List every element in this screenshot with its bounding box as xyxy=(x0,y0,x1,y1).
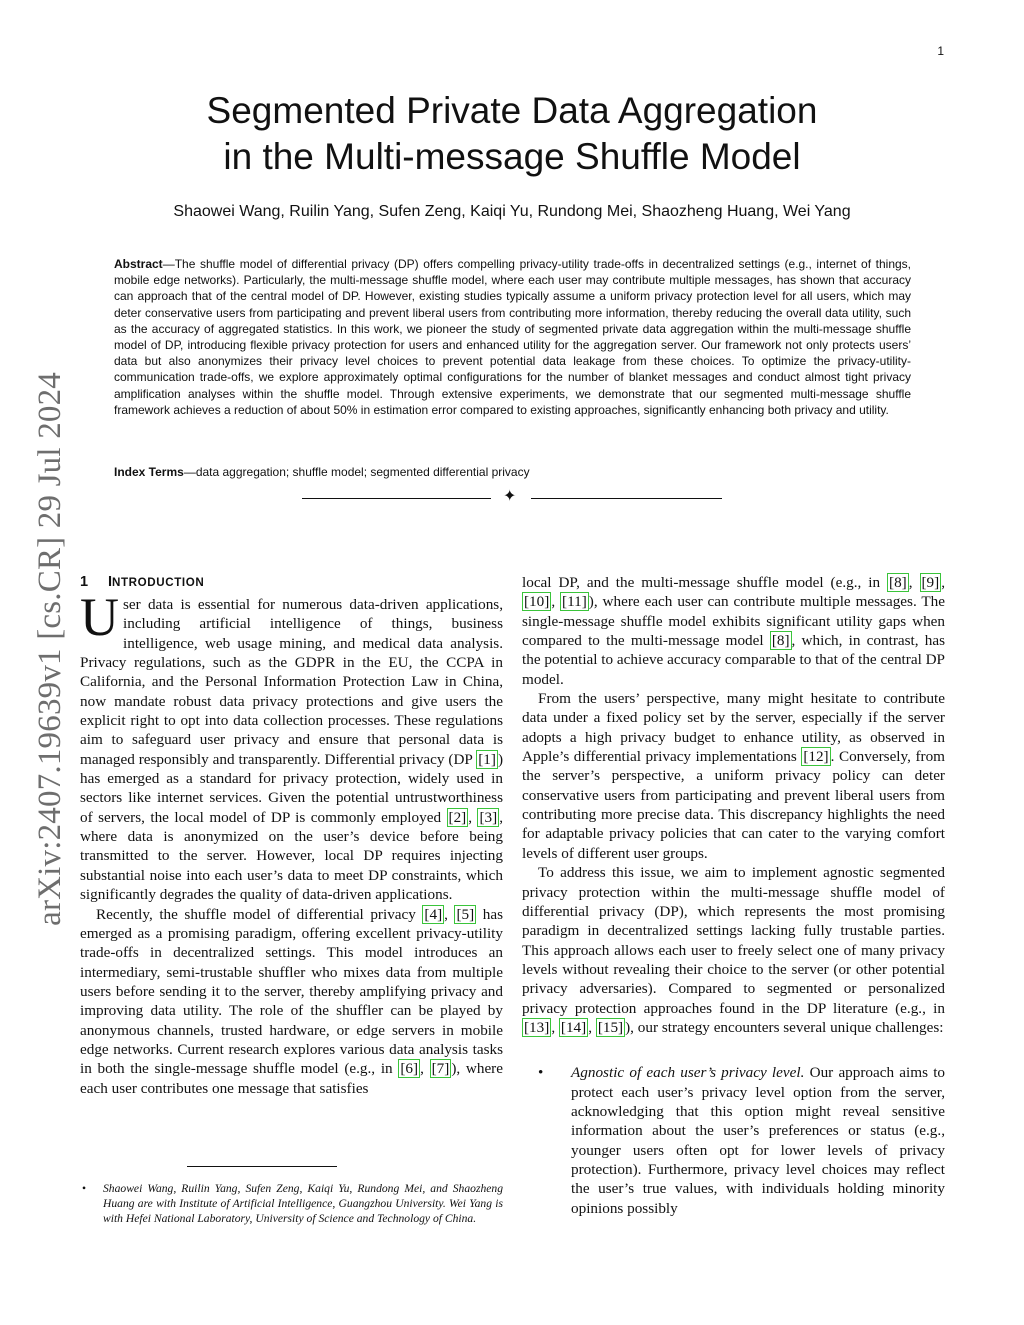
section-title-rest: NTRODUCTION xyxy=(112,576,205,589)
text-run: , xyxy=(941,574,946,591)
text-run: , xyxy=(468,808,478,826)
citation-link[interactable]: [2] xyxy=(448,808,467,826)
text-run: ), where each user contributes one message that satisfies xyxy=(80,1060,503,1097)
citation-link[interactable]: [1] xyxy=(478,750,496,768)
bullet-text: Our approach aims to protect each user’s privacy level option from the server, acknowledging that this option might reveal sensitive information about the user’s preferences or status (e.g., younger users often opt for lower levels of privacy protection). Furthermore, privacy level choices may reflect the user’s true values, with individuals holding minority opinions possibly xyxy=(571,1064,946,1217)
right-column xyxy=(522,573,945,1218)
title-line-1: Segmented Private Data Aggregation xyxy=(206,90,818,131)
title-line-2: in the Multi-message Shuffle Model xyxy=(223,136,801,177)
text-run: Recently, the shuffle model of differential privacy xyxy=(96,905,423,923)
index-terms-label: Index Terms xyxy=(114,465,184,479)
section-initial: I xyxy=(108,574,113,590)
citation-link[interactable]: [3] xyxy=(479,808,498,826)
citation-link[interactable]: [8] xyxy=(889,574,907,591)
paragraph xyxy=(522,573,945,689)
divider-line-left xyxy=(302,498,491,499)
text-run: , where data is anonymized on the user’s device before being transmitted to the server. However, local DP requires injecting substantial noise into each user’s data to meet DP constraints, which significantly degrades the quality of data-driven applications. xyxy=(80,808,503,904)
footnote-bullet-icon: • xyxy=(82,1182,87,1195)
author-list: Shaowei Wang, Ruilin Yang, Sufen Zeng, Kaiqi Yu, Rundong Mei, Shaozheng Huang, Wei Yang xyxy=(173,203,851,220)
section-number: 1 xyxy=(80,574,89,590)
left-column xyxy=(80,573,503,1098)
text-run: , xyxy=(908,574,920,591)
paragraph xyxy=(522,689,945,863)
index-terms-text: —data aggregation; shuffle model; segmented differential privacy xyxy=(183,465,530,479)
citation-link[interactable]: [9] xyxy=(921,574,940,591)
text-run: To address this issue, we aim to implement agnostic segmented privacy protection within the multi-message shuffle model of differential privacy (DP), which represents the most promising paradigm in decentralized settings lacking fully trustable parties. This approach allows each user to freely select one of many privacy levels without revealing their choice to the server (or other potential privacy adversaries). Compared to segmented or personalized privacy protection approaches found in the DP literature (e.g., in xyxy=(522,864,945,1017)
section-divider xyxy=(302,490,722,508)
abstract xyxy=(114,256,911,418)
text-run: , which, in contrast, has the potential to achieve accuracy comparable to that of the central DP model. xyxy=(522,632,945,688)
index-terms xyxy=(114,464,911,480)
citation-link[interactable]: [7] xyxy=(431,1060,450,1078)
text-run: ) has emerged as a standard for privacy protection, widely used in sectors like internet services. Given the potential untrustworthiness of servers, the local model of DP is commonly employed xyxy=(80,750,503,826)
paragraph xyxy=(522,863,945,1037)
text-run: , xyxy=(551,1018,559,1036)
paragraph xyxy=(80,905,503,1098)
citation-link[interactable]: [10] xyxy=(524,593,550,611)
text-run: , xyxy=(420,1060,430,1078)
citation-link[interactable]: [6] xyxy=(400,1060,419,1078)
page-number: 1 xyxy=(937,44,944,58)
abstract-text: —The shuffle model of differential privacy (DP) offers compelling privacy-utility trade-offs in decentralized settings (e.g., internet of things, mobile edge networks). Particularly, the multi-message shuffle model, where each user may contribute multiple messages, has shown that accuracy can approach that of the central model of DP. However, existing studies typically assume a uniform privacy protection level for all users, which may deter conservative users from participating and prevent liberal users from contributing more information, thereby reducing the overall data utility, such as the accuracy of aggregated statistics. In this work, we pioneer the study of segmented private data aggregation within the multi-message shuffle model of DP, introducing flexible privacy protection for users and enhanced utility for the aggregation server. Our framework not only protects users’ data but also anonymizes their privacy level choices to prevent potential data leakage from these choices. To optimize the privacy-utility-communication trade-offs, we explore approximately optimal configurations for the number of blanket messages and conduct almost tight privacy amplification analyses within the shuffle model. Through extensive experiments, we demonstrate that our segmented multi-message shuffle framework achieves a reduction of about 50% in estimation error compared to existing approaches, significantly enhancing both privacy and utility. xyxy=(114,257,911,417)
citation-link[interactable]: [14] xyxy=(560,1018,587,1036)
citation-link[interactable]: [15] xyxy=(597,1018,624,1036)
text-run: has emerged as a promising paradigm, offering excellent privacy-utility trade-offs in decentralized settings. This model introduces an intermediary, semi-trustable shuffler who mixes data from multiple users before sending it to the server, thereby amplifying privacy and improving data utility. The role of the shuffler can be played by anonymous channels, trusted hardware, or edge servers in mobile edge networks. Current research explores various data analysis tasks in both the single-message shuffle model (e.g., in xyxy=(80,905,503,1078)
list-item xyxy=(522,1063,945,1218)
text-run: . Conversely, from the server’s perspective, a uniform privacy policy can deter conservative users from participating and prevent liberal users from contributing more precise data. This discrepancy highlights the need for adaptable privacy policies that can cater to the varying comfort levels of different user groups. xyxy=(522,748,945,862)
divider-diamond-icon: ✦ xyxy=(503,488,517,505)
abstract-label: Abstract xyxy=(114,257,163,271)
text-run: ), our strategy encounters several unique challenges: xyxy=(625,1018,944,1036)
divider-line-right xyxy=(531,498,722,499)
text-run: ), where each user can contribute multiple messages. The single-message shuffle model exhibits significant utility gaps when compared to the multi-message model xyxy=(522,593,945,650)
text-run: , xyxy=(588,1018,596,1036)
citation-link[interactable]: [12] xyxy=(803,748,829,766)
footnote-text: Shaowei Wang, Ruilin Yang, Sufen Zeng, Kaiqi Yu, Rundong Mei, and Shaozheng Huang are with Institute of Artificial Intelligence, Guangzhou University. Wei Yang is with Hefei National Laboratory, University of Science and Technology of China. xyxy=(103,1182,503,1226)
paragraph xyxy=(80,587,503,905)
footnote xyxy=(80,1181,503,1227)
section-heading xyxy=(80,573,503,592)
text-run: ser data is essential for numerous data-driven applications, including artificial intelligence of things, business intelligence, web usage mining, and medical data analysis. Privacy regulations, such as the GDPR in the EU, the CCPA in California, and the Personal Information Protection Law in China, now mandate robust data privacy protections and give users the explicit right to opt into data collection processes. These regulations aim to safeguard user privacy and ensure that personal data is managed responsibly and transparently. Differential privacy (DP xyxy=(80,596,503,768)
bullet-title: Agnostic of each user’s privacy level. xyxy=(571,1064,805,1082)
text-run: , xyxy=(551,593,561,611)
drop-cap: U xyxy=(80,587,119,647)
text-run: From the users’ perspective, many might hesitate to contribute data under a fixed policy set by the server, especially if the server adopts a high privacy budget to enhance utility, as observed in Apple’s differential privacy implementations xyxy=(522,690,945,766)
citation-link[interactable]: [4] xyxy=(424,905,443,923)
paper-title xyxy=(100,88,924,180)
challenge-list xyxy=(522,1063,945,1218)
text-run: local DP, and the multi-message shuffle model (e.g., in xyxy=(522,574,888,591)
citation-link[interactable]: [11] xyxy=(562,593,587,611)
footnote-rule xyxy=(187,1166,337,1167)
arxiv-stamp: arXiv:2407.19639v1 [cs.CR] 29 Jul 2024 xyxy=(32,372,68,926)
citation-link[interactable]: [5] xyxy=(456,905,475,923)
text-run: , xyxy=(444,905,455,923)
bullet-icon: • xyxy=(538,1064,544,1082)
citation-link[interactable]: [13] xyxy=(524,1018,550,1036)
citation-link[interactable]: [8] xyxy=(771,632,790,650)
